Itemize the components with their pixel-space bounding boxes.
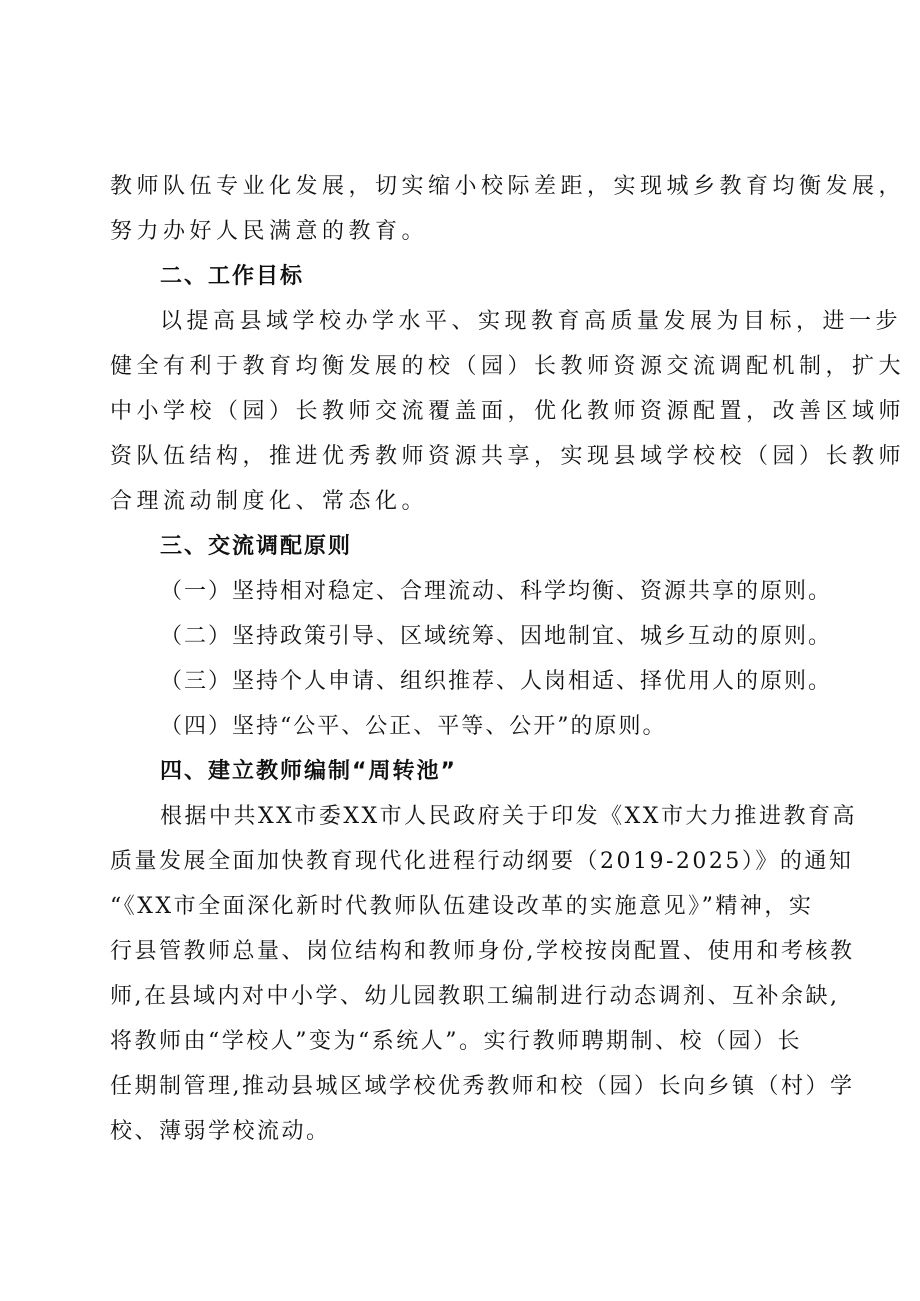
paragraph-line: 质量发展全面加快教育现代化进程行动纲要（2019-2025）》的通知 bbox=[110, 849, 854, 874]
principle-item: （四）坚持“公平、公正、平等、公开”的原则。 bbox=[160, 714, 667, 739]
paragraph-line: 努力办好人民满意的教育。 bbox=[110, 219, 429, 244]
section-heading-work-goals: 二、工作目标 bbox=[160, 264, 305, 289]
paragraph-line: “《XX市全面深化新时代教师队伍建设改革的实施意见》”精神，实 bbox=[110, 894, 814, 919]
section-heading-turnover-pool: 四、建立教师编制“周转池” bbox=[160, 759, 457, 784]
principle-item: （二）坚持政策引导、区域统筹、因地制宜、城乡互动的原则。 bbox=[160, 624, 833, 649]
principle-item: （三）坚持个人申请、组织推荐、人岗相适、择优用人的原则。 bbox=[160, 669, 833, 694]
paragraph-line: 资队伍结构，推进优秀教师资源共享，实现县域学校校（园）长教师 bbox=[110, 444, 906, 469]
paragraph-line: 根据中共XX市委XX市人民政府关于印发《XX市大力推进教育高 bbox=[160, 804, 857, 829]
paragraph-line: 健全有利于教育均衡发展的校（园）长教师资源交流调配机制，扩大 bbox=[110, 354, 906, 379]
paragraph-line: 行县管教师总量、岗位结构和教师身份,学校按岗配置、使用和考核教 bbox=[110, 939, 855, 964]
paragraph-line: 以提高县域学校办学水平、实现教育高质量发展为目标，进一步 bbox=[160, 309, 903, 334]
paragraph-line: 教师队伍专业化发展，切实缩小校际差距，实现城乡教育均衡发展， bbox=[110, 174, 906, 199]
paragraph-line: 将教师由“学校人”变为“系统人”。实行教师聘期制、校（园）长 bbox=[110, 1029, 802, 1054]
paragraph-line: 师,在县域内对中小学、幼儿园教职工编制进行动态调剂、互补余缺, bbox=[110, 984, 840, 1009]
principle-item: （一）坚持相对稳定、合理流动、科学均衡、资源共享的原则。 bbox=[160, 579, 833, 604]
paragraph-line: 中小学校（园）长教师交流覆盖面，优化教师资源配置，改善区域师 bbox=[110, 399, 906, 424]
paragraph-line: 校、薄弱学校流动。 bbox=[110, 1119, 331, 1144]
paragraph-line: 任期制管理,推动县城区域学校优秀教师和校（园）长向乡镇（村）学 bbox=[110, 1074, 855, 1099]
paragraph-line: 合理流动制度化、常态化。 bbox=[110, 489, 429, 514]
section-heading-principles: 三、交流调配原则 bbox=[160, 534, 353, 559]
